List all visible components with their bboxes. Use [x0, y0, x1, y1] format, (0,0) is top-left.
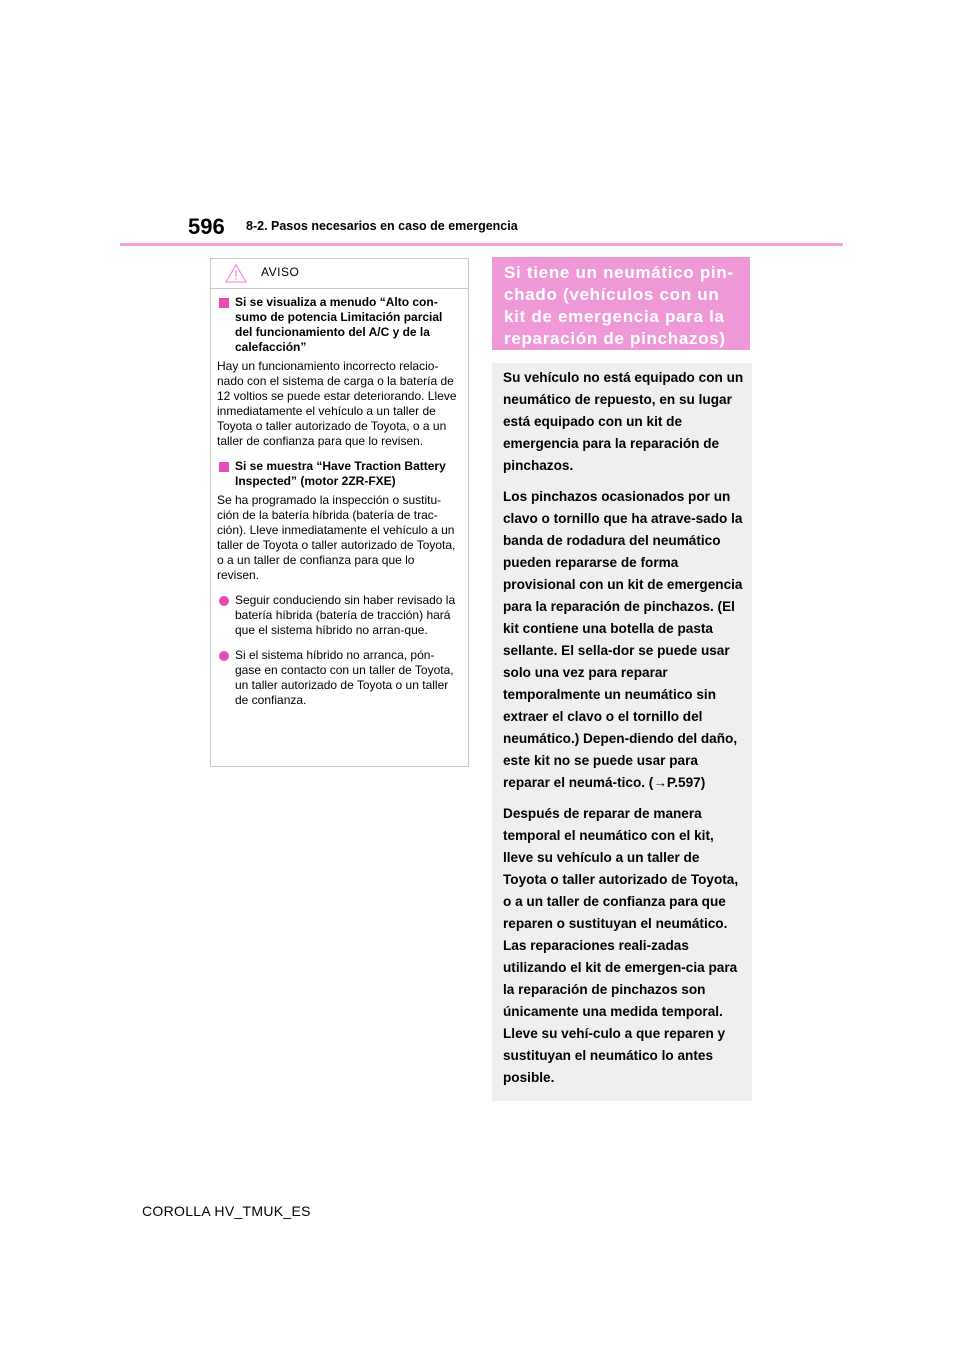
warning-title: AVISO	[261, 265, 300, 279]
warning-box	[210, 258, 469, 767]
warning-triangle-icon	[225, 264, 247, 283]
warning-item-heading-text: Si se visualiza a menudo “Alto con-sumo de potencia Limitación parcial del funcionamiento del A/C y de la calefacción”	[235, 295, 443, 354]
square-bullet-icon	[219, 298, 229, 308]
warning-header	[211, 259, 468, 289]
warning-dot-item	[217, 648, 458, 708]
section-paragraph: Los pinchazos ocasionados por un clavo o tornillo que ha atrave-sado la banda de rodadura del neumático pueden repararse de forma provisional con un kit de emergencia para la reparación de pinchazos. (El kit contiene una botella de pasta sellante. El sella-dor se puede usar solo una vez para reparar temporalmente un neumático sin extraer el clavo o el tornillo del neumático.) Depen-diendo del daño, este kit no se puede usar para reparar el neumá-tico. (→P.597)	[503, 489, 743, 790]
warning-dot-item	[217, 593, 458, 638]
section-header-title: 8-2. Pasos necesarios en caso de emergencia	[246, 219, 518, 233]
warning-dot-text: Si el sistema híbrido no arranca, pón-gase en contacto con un taller de Toyota, un taller autorizado de Toyota o un taller de confianza.	[235, 648, 454, 707]
section-heading: Si tiene un neumático pin-chado (vehículos con un kit de emergencia para la reparación de pinchazos)	[504, 263, 734, 348]
round-bullet-icon	[219, 651, 229, 661]
round-bullet-icon	[219, 596, 229, 606]
warning-item-heading	[217, 295, 458, 355]
warning-dot-text: Seguir conduciendo sin haber revisado la batería híbrida (batería de tracción) hará que el sistema híbrido no arran-que.	[235, 593, 456, 637]
warning-item-heading	[217, 459, 458, 489]
section-paragraph: Después de reparar de manera temporal el neumático con el kit, lleve su vehículo a un taller de Toyota o taller autorizado de Toyota, o a un taller de confianza para que reparen o sustituyan el neumático. Las reparaciones reali-zadas utilizando el kit de emergen-cia para la reparación de pinchazos son únicamente una medida temporal. Lleve su vehí-culo a que reparen y sustituyan el neumático lo antes posible.	[503, 806, 739, 1085]
square-bullet-icon	[219, 462, 229, 472]
page-number: 596	[188, 214, 225, 239]
warning-item-text: Hay un funcionamiento incorrecto relacio-nado con el sistema de carga o la batería de 12 voltios se puede estar deteriorando. Lleve inmediatamente el vehículo a un taller de Toyota o taller autorizado de Toyota, o a un taller de confianza para que lo revisen.	[217, 359, 457, 448]
footer-model-code: COROLLA HV_TMUK_ES	[142, 1203, 311, 1219]
warning-item-text: Se ha programado la inspección o sustitu-ción de la batería híbrida (batería de trac-ción). Lleve inmediatamente el vehículo a un taller de Toyota o taller autorizado de Toyota, o a un taller de confianza para que lo revisen.	[217, 493, 456, 582]
section-paragraph: Su vehículo no está equipado con un neumático de repuesto, en su lugar está equipado con un kit de emergencia para la reparación de pinchazos.	[503, 370, 744, 473]
warning-body	[217, 287, 458, 708]
section-content-box	[492, 363, 752, 1101]
header-divider	[120, 243, 843, 246]
warning-item-heading-text: Si se muestra “Have Traction Battery Inspected” (motor 2ZR-FXE)	[235, 459, 446, 488]
section-heading-box	[492, 257, 750, 350]
